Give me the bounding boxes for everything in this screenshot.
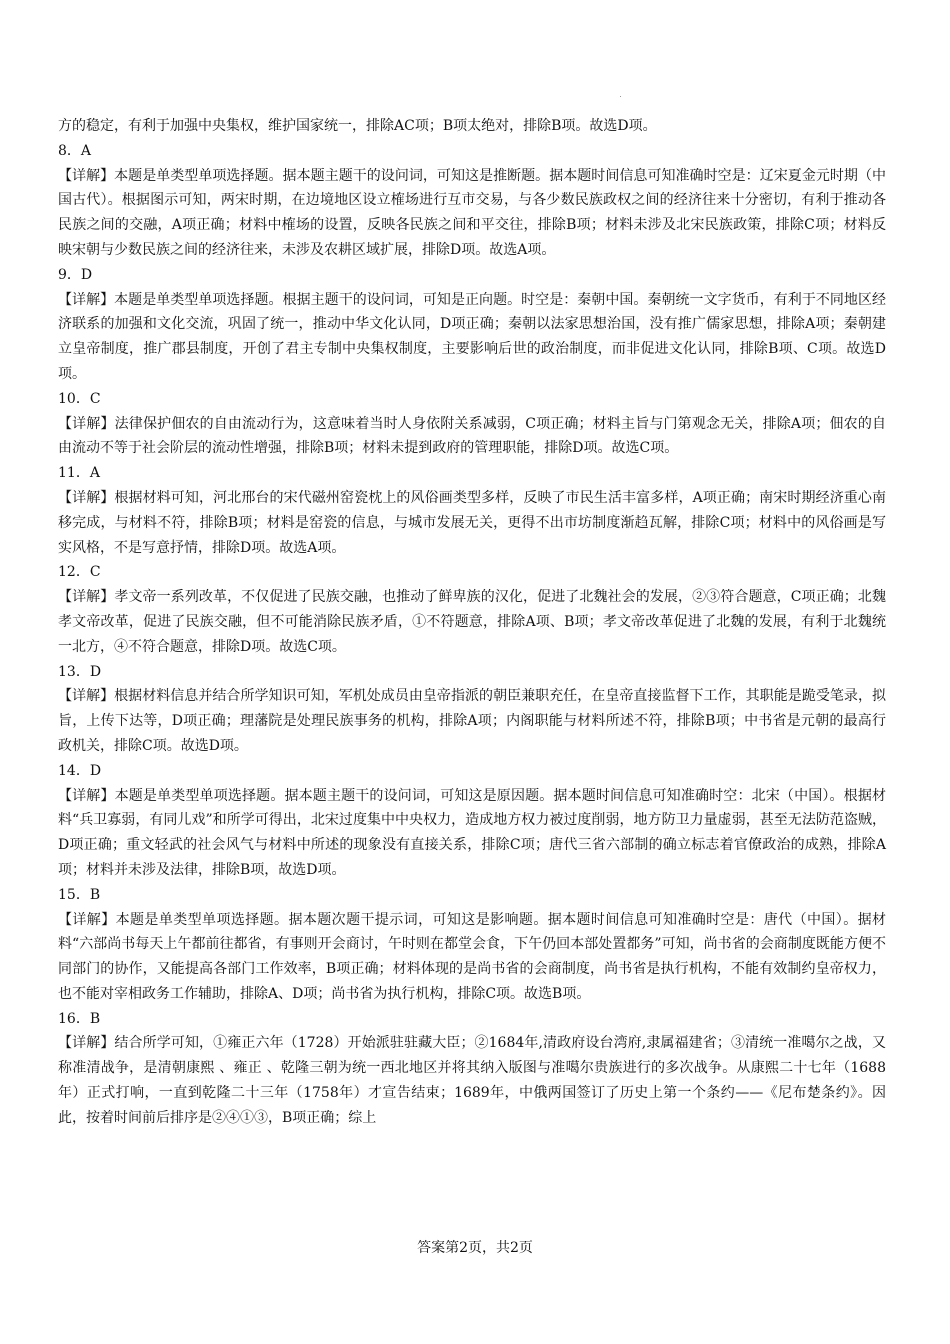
scan-speck xyxy=(620,96,621,97)
answer-detail: 【详解】孝文帝一系列改革，不仅促进了民族交融，也推动了鲜卑族的汉化，促进了北魏社会的发展，②③符合题意，C项正确；北魏孝文帝改革，促进了民族交融，但不可能消除民族矛盾，①不符题意，排除A项、B项；孝文帝改革促进了北魏的发展，有利于北魏统一北方，④不符合题意，排除D项。故选C项。 xyxy=(58,589,886,655)
answer-detail: 【详解】本题是单类型单项选择题。据本题主题干的设问词，可知这是原因题。据本题时间信息可知准确时空：北宋（中国）。根据材料“兵卫寡弱，有同儿戏”和所学可得出，北宋过度集中中央权力，造成地方权力被过度削弱，地方防卫力量虚弱，甚至无法防范盗贼，D项正确；重文轻武的社会风气与材料中所述的现象没有直接关系，排除C项；唐代三省六部制的确立标志着官僚政治的成熟，排除A项；材料并未涉及法律，排除B项，故选D项。 xyxy=(58,787,886,878)
answer-detail: 【详解】结合所学可知，①雍正六年（1728）开始派驻驻藏大臣；②1684年,清政府设台湾府,隶属福建省；③清统一准噶尔之战，又称准清战争，是清朝康熙 、雍正 、乾隆三朝为统一西北地区并将其纳入版图与准噶尔贵族进行的多次战争。从康熙二十七年（1688年）正式打响，一直到乾隆二十三年（1758年）才宣告结束；1689年，中俄两国签订了历史上第一个条约——《尼布楚条约》。因此，按着时间前后排序是②④①③，B项正确；综上 xyxy=(58,1035,886,1126)
answer-item-12 xyxy=(58,560,886,659)
answer-detail: 【详解】本题是单类型单项选择题。据本题主题干的设问词，可知这是推断题。据本题时间信息可知准确时空是：辽宋夏金元时期（中国古代）。根据图示可知，两宋时期，在边境地区设立榷场进行互市交易，与各少数民族政权之间的经济往来十分密切，有利于推动各民族之间的交融，A项正确；材料中榷场的设置，反映各民族之间和平交往，排除B项；材料未涉及北宋民族政策，排除C项；材料反映宋朝与少数民族之间的经济往来，未涉及农耕区域扩展，排除D项。故选A项。 xyxy=(58,167,886,258)
answer-detail: 【详解】根据材料信息并结合所学知识可知，军机处成员由皇帝指派的朝臣兼职充任，在皇帝直接监督下工作，其职能是跪受笔录，拟旨，上传下达等，D项正确；理藩院是处理民族事务的机构，排除A项；内阁职能与材料所述不符，排除B项；中书省是元朝的最高行政机关，排除C项。故选D项。 xyxy=(58,688,886,754)
answer-detail: 【详解】本题是单类型单项选择题。根据主题干的设问词，可知是正向题。时空是：秦朝中国。秦朝统一文字货币，有利于不同地区经济联系的加强和文化交流，巩固了统一，推动中华文化认同，D项正确；秦朝以法家思想治国，没有推广儒家思想，排除A项；秦朝建立皇帝制度，推广郡县制度，开创了君主专制中央集权制度，主要影响后世的政治制度，而非促进文化认同，排除B项、C项。故选D项。 xyxy=(58,291,886,382)
answer-item-16 xyxy=(58,1007,886,1131)
intro-paragraph: 方的稳定，有利于加强中央集权，维护国家统一，排除AC项；B项太绝对，排除B项。故选D项。 xyxy=(58,118,657,134)
answer-document xyxy=(58,114,886,1131)
answer-label: 10．C xyxy=(58,390,101,407)
answer-item-14 xyxy=(58,759,886,883)
answer-item-13 xyxy=(58,660,886,759)
answer-detail: 【详解】法律保护佃农的自由流动行为，这意味着当时人身依附关系减弱，C项正确；材料主旨与门第观念无关，排除A项；佃农的自由流动不等于社会阶层的流动性增强，排除B项；材料未提到政府的管理职能，排除D项。故选C项。 xyxy=(58,415,886,457)
answer-item-11 xyxy=(58,461,886,560)
answer-label: 16．B xyxy=(58,1010,101,1027)
answer-label: 9．D xyxy=(58,266,93,283)
answer-label: 11．A xyxy=(58,465,100,482)
answer-item-10 xyxy=(58,387,886,461)
answer-label: 14．D xyxy=(58,762,102,779)
answer-label: 12．C xyxy=(58,564,101,581)
answer-item-15 xyxy=(58,883,886,1007)
answer-item-9 xyxy=(58,263,886,387)
answer-label: 8．A xyxy=(58,142,92,159)
answer-detail: 【详解】本题是单类型单项选择题。据本题次题干提示词，可知这是影响题。据本题时间信息可知准确时空是：唐代（中国）。据材料“六部尚书每天上午都前往都省，有事则开会商讨，午时则在都堂会食，下午仍回本部处置都务”可知，尚书省的会商制度既能方便不同部门的协作，又能提高各部门工作效率，B项正确；材料体现的是尚书省的会商制度，尚书省是执行机构，不能有效制约皇帝权力，也不能对宰相政务工作辅助，排除A、D项；尚书省为执行机构，排除C项。故选B项。 xyxy=(58,911,886,1002)
answer-label: 13．D xyxy=(58,663,102,680)
answer-item-8 xyxy=(58,139,886,263)
answer-label: 15．B xyxy=(58,886,101,903)
page-footer: 答案第2页，共2页 xyxy=(417,1240,533,1256)
answer-detail: 【详解】根据材料可知，河北邢台的宋代磁州窑瓷枕上的风俗画类型多样，反映了市民生活丰富多样，A项正确；南宋时期经济重心南移完成，与材料不符，排除B项；材料是窑瓷的信息，与城市发展无关，更得不出市坊制度渐趋瓦解，排除C项；材料中的风俗画是写实风格，不是写意抒情，排除D项。故选A项。 xyxy=(58,489,886,556)
